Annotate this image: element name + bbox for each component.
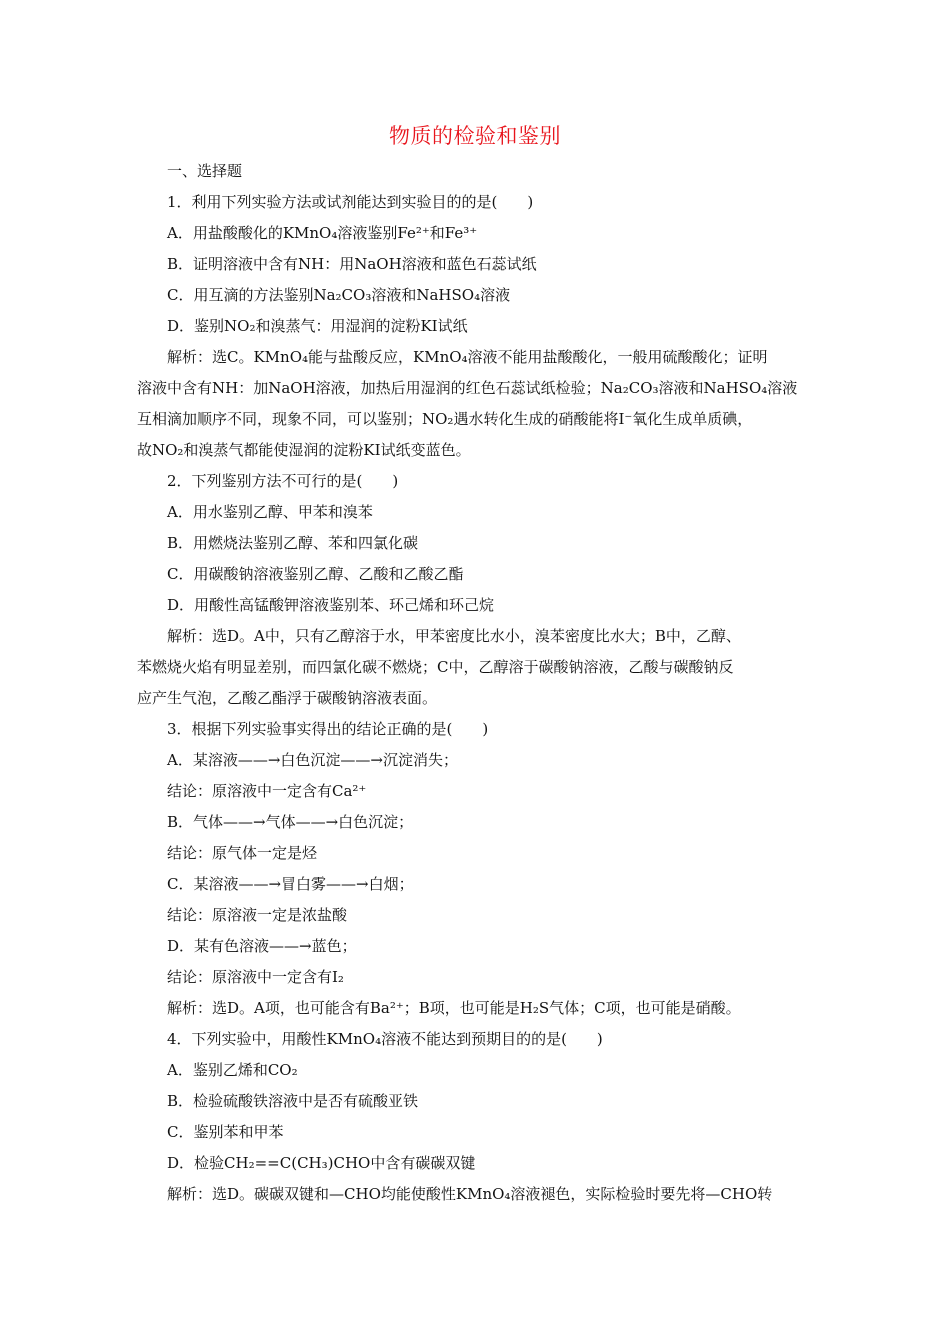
option-line: D．鉴别NO₂和溴蒸气：用湿润的淀粉KI试纸 xyxy=(167,317,468,335)
question-2: 2．下列鉴别方法不可行的是( ) xyxy=(167,472,399,490)
explanation-line: 解析：选C。KMnO₄能与盐酸反应，KMnO₄溶液不能用盐酸酸化，一般用硫酸酸化；证明 xyxy=(167,348,768,366)
explanation-line: 解析：选D。A项，也可能含有Ba²⁺；B项，也可能是H₂S气体；C项，也可能是硝酸。 xyxy=(167,999,741,1017)
option-line: A．某溶液——→白色沉淀——→沉淀消失； xyxy=(167,751,458,769)
explanation-line: 故NO₂和溴蒸气都能使湿润的淀粉KI试纸变蓝色。 xyxy=(137,441,471,459)
option-line: C．某溶液——→冒白雾——→白烟； xyxy=(167,875,414,893)
option-line: D．某有色溶液——→蓝色； xyxy=(167,937,357,955)
question-1: 1．利用下列实验方法或试剂能达到实验目的的是( ) xyxy=(167,193,534,211)
option-line: C．用碳酸钠溶液鉴别乙醇、乙酸和乙酸乙酯 xyxy=(167,565,464,583)
option-line: C．鉴别苯和甲苯 xyxy=(167,1123,284,1141)
conclusion-line: 结论：原气体一定是烃 xyxy=(167,844,318,862)
explanation-line: 苯燃烧火焰有明显差别，而四氯化碳不燃烧；C中，乙醇溶于碳酸钠溶液，乙酸与碳酸钠反 xyxy=(137,658,734,676)
option-line: B．气体——→气体——→白色沉淀； xyxy=(167,813,414,831)
question-3: 3．根据下列实验事实得出的结论正确的是( ) xyxy=(167,720,489,738)
explanation-line: 应产生气泡，乙酸乙酯浮于碳酸钠溶液表面。 xyxy=(137,689,438,707)
document-body xyxy=(137,156,815,1210)
option-line: A．用水鉴别乙醇、甲苯和溴苯 xyxy=(167,503,373,521)
conclusion-line: 结论：原溶液中一定含有Ca²⁺ xyxy=(167,782,367,800)
question-4: 4．下列实验中，用酸性KMnO₄溶液不能达到预期目的的是( ) xyxy=(167,1030,603,1048)
option-line: D．用酸性高锰酸钾溶液鉴别苯、环己烯和环己烷 xyxy=(167,596,495,614)
explanation-line: 互相滴加顺序不同，现象不同，可以鉴别；NO₂遇水转化生成的硝酸能将I⁻氧化生成单质碘， xyxy=(137,410,753,428)
explanation-line: 解析：选D。A中，只有乙醇溶于水，甲苯密度比水小，溴苯密度比水大；B中，乙醇、 xyxy=(167,627,741,645)
section-heading: 一、选择题 xyxy=(167,162,243,180)
explanation-line: 解析：选D。碳碳双键和—CHO均能使酸性KMnO₄溶液褪色，实际检验时要先将—CHO转 xyxy=(167,1185,773,1203)
option-line: B．证明溶液中含有NH：用NaOH溶液和蓝色石蕊试纸 xyxy=(167,255,537,273)
option-line: D．检验CH₂==C(CH₃)CHO中含有碳碳双键 xyxy=(167,1154,476,1172)
option-line: A．鉴别乙烯和CO₂ xyxy=(167,1061,298,1079)
conclusion-line: 结论：原溶液中一定含有I₂ xyxy=(167,968,344,986)
option-line: B．用燃烧法鉴别乙醇、苯和四氯化碳 xyxy=(167,534,419,552)
conclusion-line: 结论：原溶液一定是浓盐酸 xyxy=(167,906,348,924)
option-line: A．用盐酸酸化的KMnO₄溶液鉴别Fe²⁺和Fe³⁺ xyxy=(167,224,478,242)
option-line: B．检验硫酸铁溶液中是否有硫酸亚铁 xyxy=(167,1092,419,1110)
document-title: 物质的检验和鉴别 xyxy=(389,124,561,148)
explanation-line: 溶液中含有NH：加NaOH溶液，加热后用湿润的红色石蕊试纸检验；Na₂CO₃溶液和NaHSO₄溶液 xyxy=(137,379,798,397)
option-line: C．用互滴的方法鉴别Na₂CO₃溶液和NaHSO₄溶液 xyxy=(167,286,511,304)
